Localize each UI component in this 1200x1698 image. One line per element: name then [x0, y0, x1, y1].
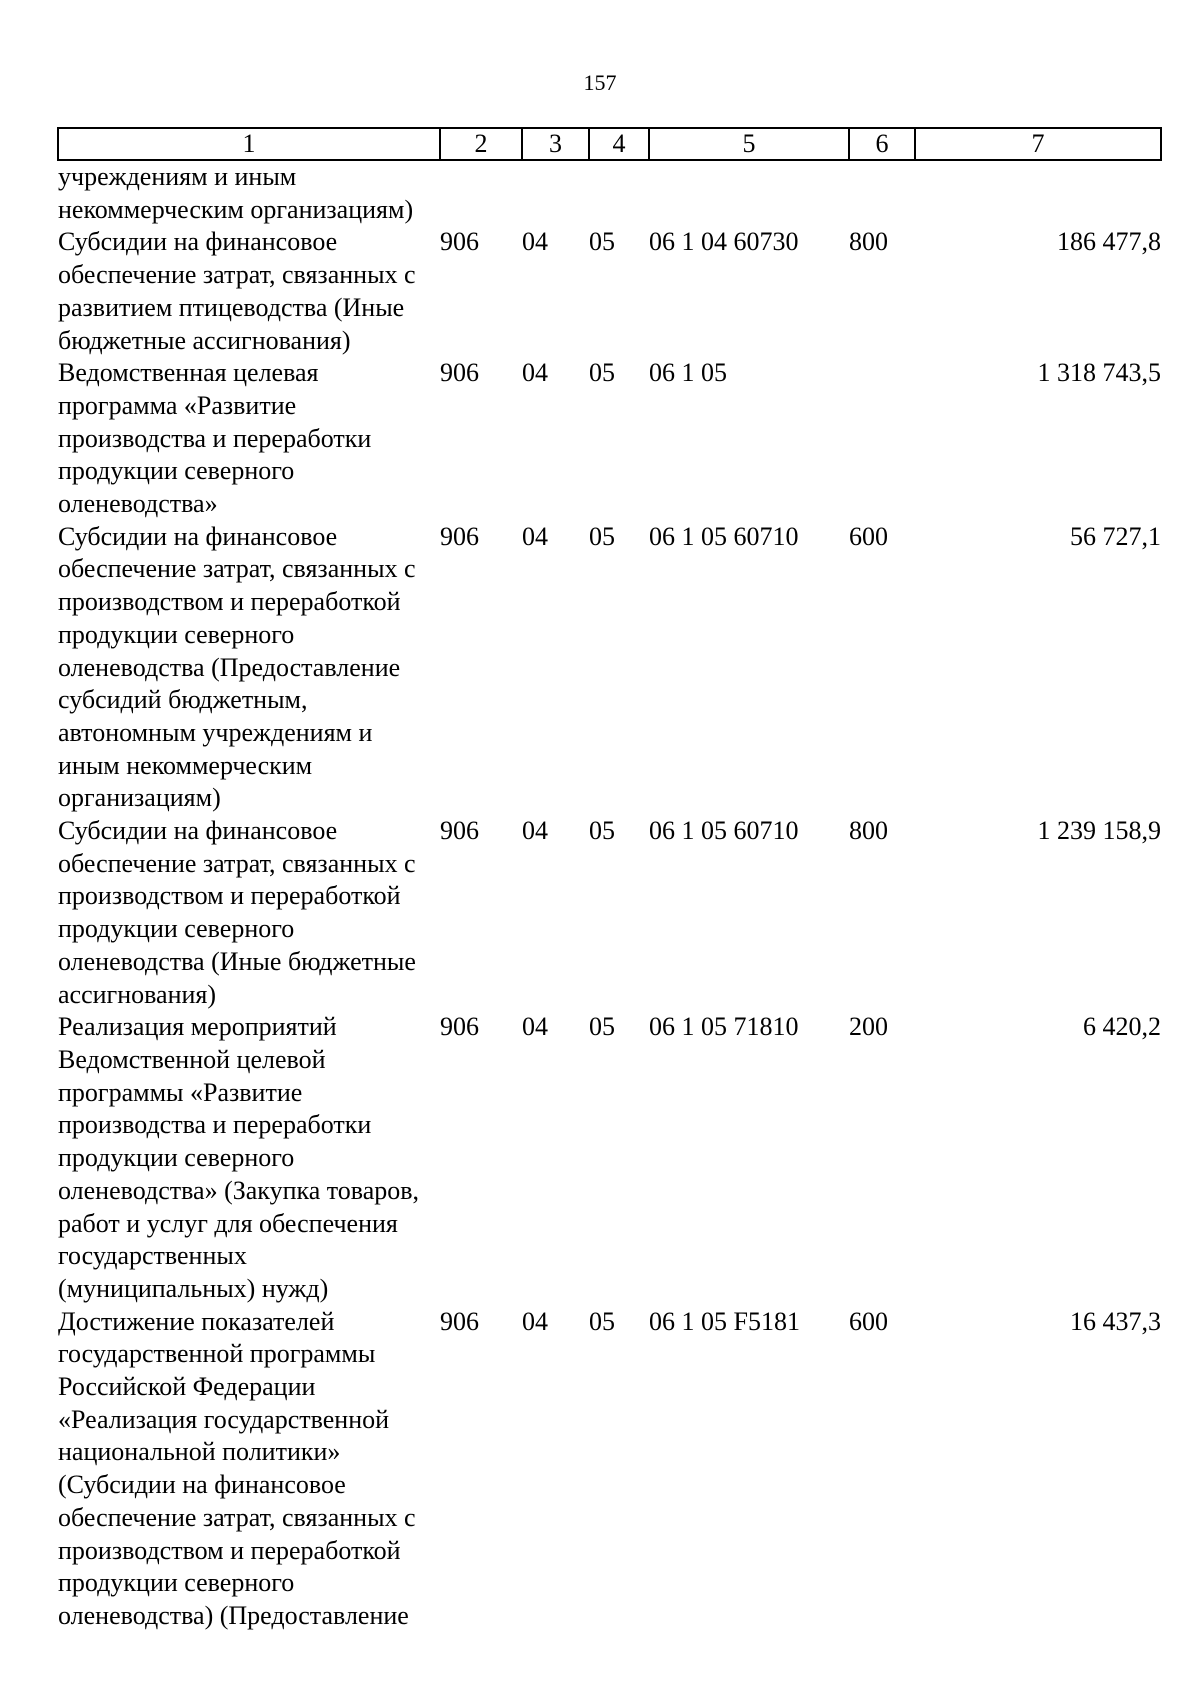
row-name: учреждениям и иным некоммерческим организациям) — [58, 162, 414, 224]
row-col-4: 05 — [589, 227, 615, 257]
table-row — [58, 1011, 1161, 1305]
header-row — [58, 128, 1161, 160]
table-row — [58, 1306, 1161, 1633]
row-col-7 — [915, 160, 1161, 226]
row-col-3: 04 — [522, 521, 548, 551]
row-col-2: 906 — [440, 1012, 479, 1042]
row-col-4: 05 — [589, 521, 615, 551]
table-row — [58, 357, 1161, 521]
budget-table — [57, 127, 1162, 1633]
row-col-5: 06 1 05 71810 — [649, 1012, 799, 1042]
header-col-2: 2 — [440, 128, 522, 160]
row-col-3: 04 — [522, 816, 548, 846]
row-col-3: 04 — [522, 1012, 548, 1042]
row-col-6: 600 — [849, 1306, 888, 1336]
row-col-6: 200 — [849, 1012, 888, 1042]
row-col-3: 04 — [522, 1306, 548, 1336]
header-col-6: 6 — [849, 128, 915, 160]
header-col-4: 4 — [589, 128, 649, 160]
row-col-4 — [589, 160, 649, 226]
row-col-2 — [440, 160, 522, 226]
header-col-1: 1 — [58, 128, 440, 160]
row-col-5: 06 1 05 — [649, 358, 727, 388]
row-col-4: 05 — [589, 816, 615, 846]
row-col-3: 04 — [522, 358, 548, 388]
row-col-7: 56 727,1 — [1070, 521, 1161, 551]
row-col-6: 800 — [849, 816, 888, 846]
row-col-2: 906 — [440, 227, 479, 257]
row-name: Достижение показателей государственной программы Российской Федерации «Реализация государственной национальной политики» (Субсидии на финансовое обеспечение затрат, связанных с производством и переработкой продукции северного оленеводства) (Предоставление — [58, 1306, 416, 1630]
table-row — [58, 815, 1161, 1011]
row-col-7: 16 437,3 — [1070, 1306, 1161, 1336]
row-col-2: 906 — [440, 1306, 479, 1336]
table-row — [58, 160, 1161, 226]
row-col-2: 906 — [440, 816, 479, 846]
row-col-5: 06 1 04 60730 — [649, 227, 799, 257]
header-col-5: 5 — [649, 128, 849, 160]
row-col-5: 06 1 05 F5181 — [649, 1306, 800, 1336]
table-row — [58, 226, 1161, 357]
row-col-6: 800 — [849, 227, 888, 257]
row-name: Субсидии на финансовое обеспечение затрат, связанных с развитием птицеводства (Иные бюджетные ассигнования) — [58, 227, 416, 355]
row-col-7: 1 318 743,5 — [1037, 358, 1161, 388]
row-col-6 — [849, 357, 915, 521]
row-name: Субсидии на финансовое обеспечение затрат, связанных с производством и переработкой продукции северного оленеводства (Предоставление субсидий бюджетным, автономным учреждениям и иным некоммерческим организациям) — [58, 521, 416, 813]
page-number: 157 — [583, 70, 617, 95]
row-col-2: 906 — [440, 358, 479, 388]
row-col-5 — [649, 160, 849, 226]
row-col-4: 05 — [589, 1012, 615, 1042]
row-col-2: 906 — [440, 521, 479, 551]
row-col-7: 6 420,2 — [1083, 1012, 1161, 1042]
row-col-7: 186 477,8 — [1057, 227, 1161, 257]
row-col-4: 05 — [589, 358, 615, 388]
row-col-6: 600 — [849, 521, 888, 551]
row-col-7: 1 239 158,9 — [1037, 816, 1161, 846]
header-col-7: 7 — [915, 128, 1161, 160]
row-col-3 — [522, 160, 589, 226]
row-col-5: 06 1 05 60710 — [649, 521, 799, 551]
row-name: Субсидии на финансовое обеспечение затрат, связанных с производством и переработкой продукции северного оленеводства (Иные бюджетные ассигнования) — [58, 816, 416, 1009]
header-col-3: 3 — [522, 128, 589, 160]
row-col-3: 04 — [522, 227, 548, 257]
table-row — [58, 521, 1161, 815]
row-col-5: 06 1 05 60710 — [649, 816, 799, 846]
row-col-4: 05 — [589, 1306, 615, 1336]
row-col-6 — [849, 160, 915, 226]
row-name: Ведомственная целевая программа «Развитие производства и переработки продукции северного оленеводства» — [58, 358, 372, 519]
row-name: Реализация мероприятий Ведомственной целевой программы «Развитие производства и переработки продукции северного оленеводства» (Закупка товаров, работ и услуг для обеспечения государственных (муниципальных) нужд) — [58, 1012, 420, 1303]
